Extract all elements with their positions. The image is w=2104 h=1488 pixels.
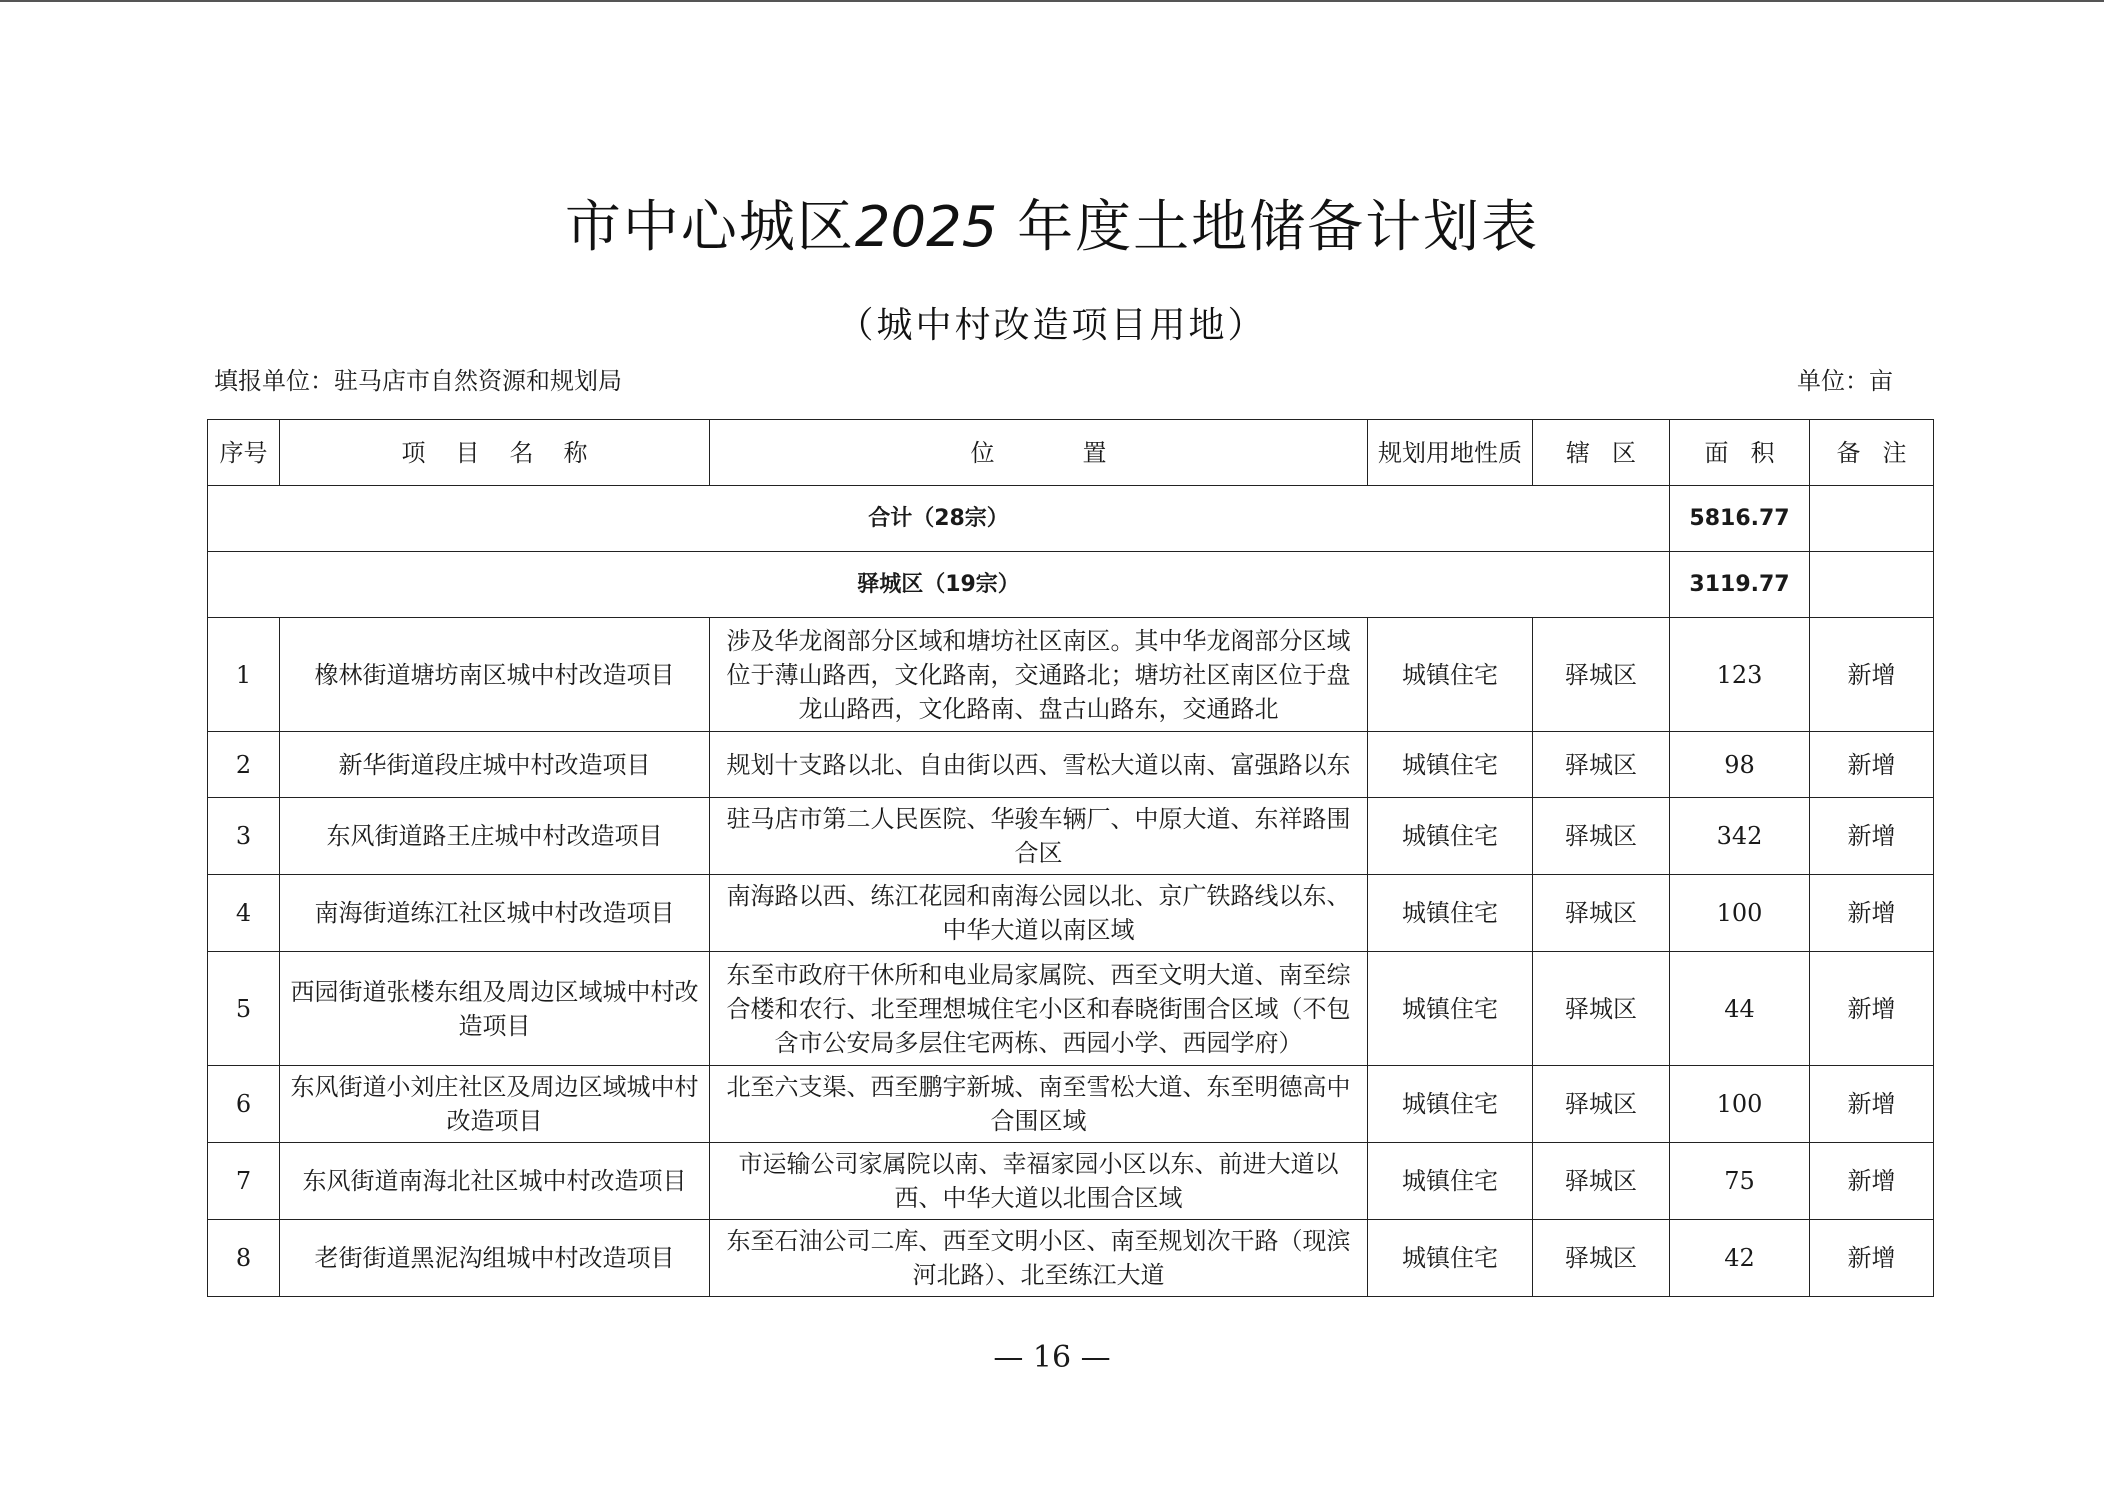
cell-seq: 3: [208, 798, 280, 875]
total-note: [1810, 486, 1934, 552]
page-title: [0, 192, 2104, 264]
cell-land-use: 城镇住宅: [1368, 1143, 1533, 1220]
title-year: 2025: [854, 195, 998, 260]
subtotal-note: [1810, 552, 1934, 618]
cell-note: 新增: [1810, 1143, 1934, 1220]
cell-seq: 2: [208, 732, 280, 798]
cell-name: 西园街道张楼东组及周边区域城中村改造项目: [280, 952, 710, 1066]
cell-note: 新增: [1810, 618, 1934, 732]
cell-area: 98: [1670, 732, 1810, 798]
total-label: 合计（28宗）: [208, 486, 1670, 552]
subtotal-area: 3119.77: [1670, 552, 1810, 618]
filler-unit: 填报单位：驻马店市自然资源和规划局: [214, 367, 622, 395]
page-subtitle: （城中村改造项目用地）: [837, 305, 1267, 346]
cell-location: 驻马店市第二人民医院、华骏车辆厂、中原大道、东祥路围合区: [710, 798, 1368, 875]
cell-district: 驿城区: [1533, 798, 1670, 875]
header-name: 项目名称: [280, 420, 710, 486]
table-row: [208, 798, 1934, 875]
subtotal-label: 驿城区（19宗）: [208, 552, 1670, 618]
cell-area: 342: [1670, 798, 1810, 875]
cell-land-use: 城镇住宅: [1368, 875, 1533, 952]
cell-location: 东至市政府干休所和电业局家属院、西至文明大道、南至综合楼和农行、北至理想城住宅小区和春晓街围合区域（不包含市公安局多层住宅两栋、西园小学、西园学府）: [710, 952, 1368, 1066]
cell-area: 100: [1670, 875, 1810, 952]
cell-location: 南海路以西、练江花园和南海公园以北、京广铁路线以东、中华大道以南区域: [710, 875, 1368, 952]
cell-district: 驿城区: [1533, 1143, 1670, 1220]
table-row: [208, 732, 1934, 798]
title-prefix: 市中心城区: [564, 195, 855, 260]
top-border-line: [0, 0, 2104, 2]
cell-note: 新增: [1810, 732, 1934, 798]
table-row: [208, 875, 1934, 952]
cell-area: 44: [1670, 952, 1810, 1066]
cell-seq: 5: [208, 952, 280, 1066]
cell-land-use: 城镇住宅: [1368, 1220, 1533, 1297]
land-reserve-table: [207, 419, 1934, 1297]
total-area: 5816.77: [1670, 486, 1810, 552]
cell-land-use: 城镇住宅: [1368, 798, 1533, 875]
cell-seq: 4: [208, 875, 280, 952]
page-number: — 16 —: [993, 1340, 1111, 1375]
header-land-use: 规划用地性质: [1368, 420, 1533, 486]
cell-land-use: 城镇住宅: [1368, 1066, 1533, 1143]
cell-name: 南海街道练江社区城中村改造项目: [280, 875, 710, 952]
cell-location: 东至石油公司二库、西至文明小区、南至规划次干路（现滨河北路）、北至练江大道: [710, 1220, 1368, 1297]
table-row: [208, 1143, 1934, 1220]
cell-note: 新增: [1810, 1220, 1934, 1297]
cell-district: 驿城区: [1533, 952, 1670, 1066]
cell-land-use: 城镇住宅: [1368, 618, 1533, 732]
table-row: [208, 952, 1934, 1066]
cell-area: 100: [1670, 1066, 1810, 1143]
header-area: 面积: [1670, 420, 1810, 486]
cell-name: 东风街道南海北社区城中村改造项目: [280, 1143, 710, 1220]
cell-land-use: 城镇住宅: [1368, 952, 1533, 1066]
header-location: 位置: [710, 420, 1368, 486]
cell-name: 橡林街道塘坊南区城中村改造项目: [280, 618, 710, 732]
header-district: 辖区: [1533, 420, 1670, 486]
cell-seq: 1: [208, 618, 280, 732]
table-row: [208, 1066, 1934, 1143]
cell-note: 新增: [1810, 875, 1934, 952]
total-row: [208, 486, 1934, 552]
cell-area: 75: [1670, 1143, 1810, 1220]
header-note: 备注: [1810, 420, 1934, 486]
cell-seq: 8: [208, 1220, 280, 1297]
cell-area: 42: [1670, 1220, 1810, 1297]
cell-name: 老街街道黑泥沟组城中村改造项目: [280, 1220, 710, 1297]
cell-note: 新增: [1810, 1066, 1934, 1143]
cell-district: 驿城区: [1533, 1220, 1670, 1297]
table-row: [208, 1220, 1934, 1297]
cell-district: 驿城区: [1533, 1066, 1670, 1143]
cell-seq: 7: [208, 1143, 280, 1220]
cell-area: 123: [1670, 618, 1810, 732]
table-header-row: [208, 420, 1934, 486]
cell-land-use: 城镇住宅: [1368, 732, 1533, 798]
cell-district: 驿城区: [1533, 732, 1670, 798]
subtotal-row: [208, 552, 1934, 618]
cell-name: 东风街道路王庄城中村改造项目: [280, 798, 710, 875]
title-suffix: 年度土地储备计划表: [1017, 195, 1540, 260]
cell-location: 北至六支渠、西至鹏宇新城、南至雪松大道、东至明德高中合围区域: [710, 1066, 1368, 1143]
table-row: [208, 618, 1934, 732]
cell-location: 规划十支路以北、自由街以西、雪松大道以南、富强路以东: [710, 732, 1368, 798]
header-seq: 序号: [208, 420, 280, 486]
cell-name: 新华街道段庄城中村改造项目: [280, 732, 710, 798]
cell-seq: 6: [208, 1066, 280, 1143]
cell-location: 涉及华龙阁部分区域和塘坊社区南区。其中华龙阁部分区域位于薄山路西，文化路南，交通路北；塘坊社区南区位于盘龙山路西，文化路南、盘古山路东，交通路北: [710, 618, 1368, 732]
cell-district: 驿城区: [1533, 618, 1670, 732]
cell-location: 市运输公司家属院以南、幸福家园小区以东、前进大道以西、中华大道以北围合区域: [710, 1143, 1368, 1220]
cell-district: 驿城区: [1533, 875, 1670, 952]
cell-name: 东风街道小刘庄社区及周边区域城中村改造项目: [280, 1066, 710, 1143]
measurement-unit: 单位：亩: [1797, 367, 1893, 395]
cell-note: 新增: [1810, 952, 1934, 1066]
cell-note: 新增: [1810, 798, 1934, 875]
